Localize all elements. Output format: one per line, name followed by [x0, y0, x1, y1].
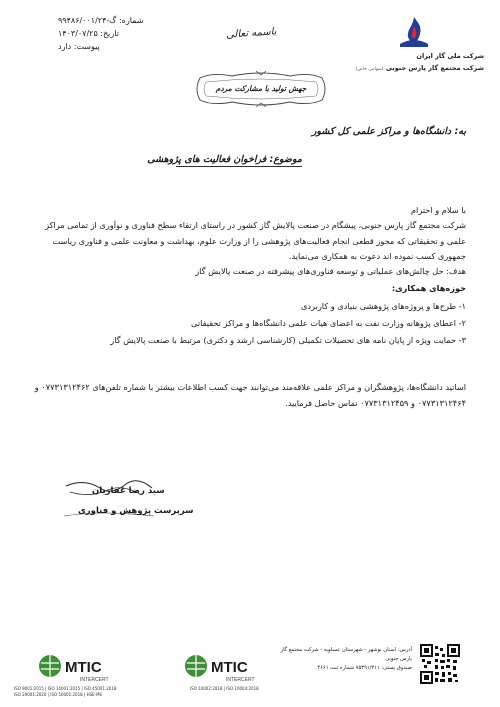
signatory-name: سید رضا غفاریان	[92, 486, 165, 496]
company-subname-text: شرکت مجتمع گاز پارس جنوبی	[385, 64, 484, 72]
area-item: ۲- اعطای پژوهانه وزارت نفت به اعضای هیات علمی دانشگاه‌ها و مراکز تحقیقاتی	[191, 318, 466, 328]
letter-number: شماره: گ-۹۹۴۸۶/۰۰۱/۲۴	[58, 16, 144, 25]
areas-title: حوزه‌های همکاری:	[391, 283, 466, 293]
slogan-text: جهش تولید با مشارکت مردم	[215, 84, 307, 93]
company-subname	[356, 64, 484, 72]
area-item: ۳- حمایت ویژه از پایان نامه های تحصیلات تکمیلی (کارشناسی ارشد و دکتری) مرتبط با صنعت پالایش گاز	[110, 335, 466, 345]
recipient-line: به: دانشگاه‌ها و مراکز علمی کل کشور	[311, 126, 466, 137]
cert-sub-text: INTERCERT	[80, 677, 109, 683]
cert-standards-line: ISO 10002:2018 | ISO 10004:2018	[190, 686, 259, 691]
greeting: با سلام و احترام	[410, 205, 466, 215]
mtic-cert-logo-icon	[36, 650, 118, 690]
letter-attachment: پیوست: دارد	[58, 42, 100, 51]
mtic-cert-logo-icon	[182, 650, 264, 690]
qr-code-icon	[420, 644, 460, 684]
contact-paragraph: اساتید دانشگاه‌ها، پژوهشگران و مراکز علمی علاقه‌مند می‌توانند جهت کسب اطلاعات بیشتر با شماره تلفن‌های ۰۷۷۳۱۳۱۲۴۶۲ و ۰۷۷۳۱۳۱۲۴۶۴ و ۰۷۷۳۱۳۱۲۴۵۹ تماس حاصل فرمایید.	[34, 382, 466, 408]
nigc-flame-logo-icon	[396, 14, 432, 50]
letter-date: تاریخ: ۱۴۰۳/۰۷/۲۵	[58, 29, 119, 38]
company-name: شرکت ملی گاز ایران	[416, 52, 484, 60]
postal-line: صندوق پستی: ۷۵۳۹۱/۳۱۱ شماره ثبت ۴۶۶۱	[317, 665, 412, 671]
signatory-title: سرپرست پژوهش و فناوری	[78, 506, 194, 516]
company-type: (سهامی خاص)	[355, 67, 384, 72]
cert-standards-line: ISO 29001:2020 | ISO 50001:2018 | HSE-MS	[14, 692, 103, 697]
cert-standards-1	[14, 686, 116, 698]
subject-line: موضوع: فراخوان فعالیت های پژوهشی	[147, 154, 302, 165]
cert-brand-text: MTIC	[65, 659, 102, 676]
intro-paragraph: شرکت مجتمع گاز پارس جنوبی، پیشگام در صنعت پالایش گاز کشور در راستای ارتقاء سطح فناوری و نوآوری از تمامی مراکز علمی و تحقیقاتی که مجوز قطعی انجام فعالیت‌های پژوهشی را از وزارت علوم، بهداشت و معاونت علمی و فناوری ریاست جمهوری کسب نموده اند دعوت به همکاری می‌نماید.	[45, 220, 466, 261]
goal-line: هدف: حل چالش‌های عملیاتی و توسعه فناوری‌های پیشرفته در صنعت پالایش گاز	[195, 266, 466, 276]
area-item: ۱- طرح‌ها و پروژه‌های پژوهشی بنیادی و کاربردی	[301, 301, 466, 311]
address-block	[272, 646, 412, 673]
cert-sub-text: INTERCERT	[226, 677, 255, 683]
cert-brand-text: MTIC	[211, 659, 248, 676]
subject-underline	[176, 166, 302, 167]
address-line: آدرس: استان بوشهر - شهرستان عسلویه - شرکت مجتمع گاز پارس جنوبی	[280, 647, 412, 662]
cert-standards-line: ISO 9001:2015 | ISO 14001:2015 | ISO 45001:2018	[14, 686, 117, 691]
bismillah-heading: باسمه تعالی	[225, 26, 277, 41]
cert-standards-2	[190, 686, 259, 692]
